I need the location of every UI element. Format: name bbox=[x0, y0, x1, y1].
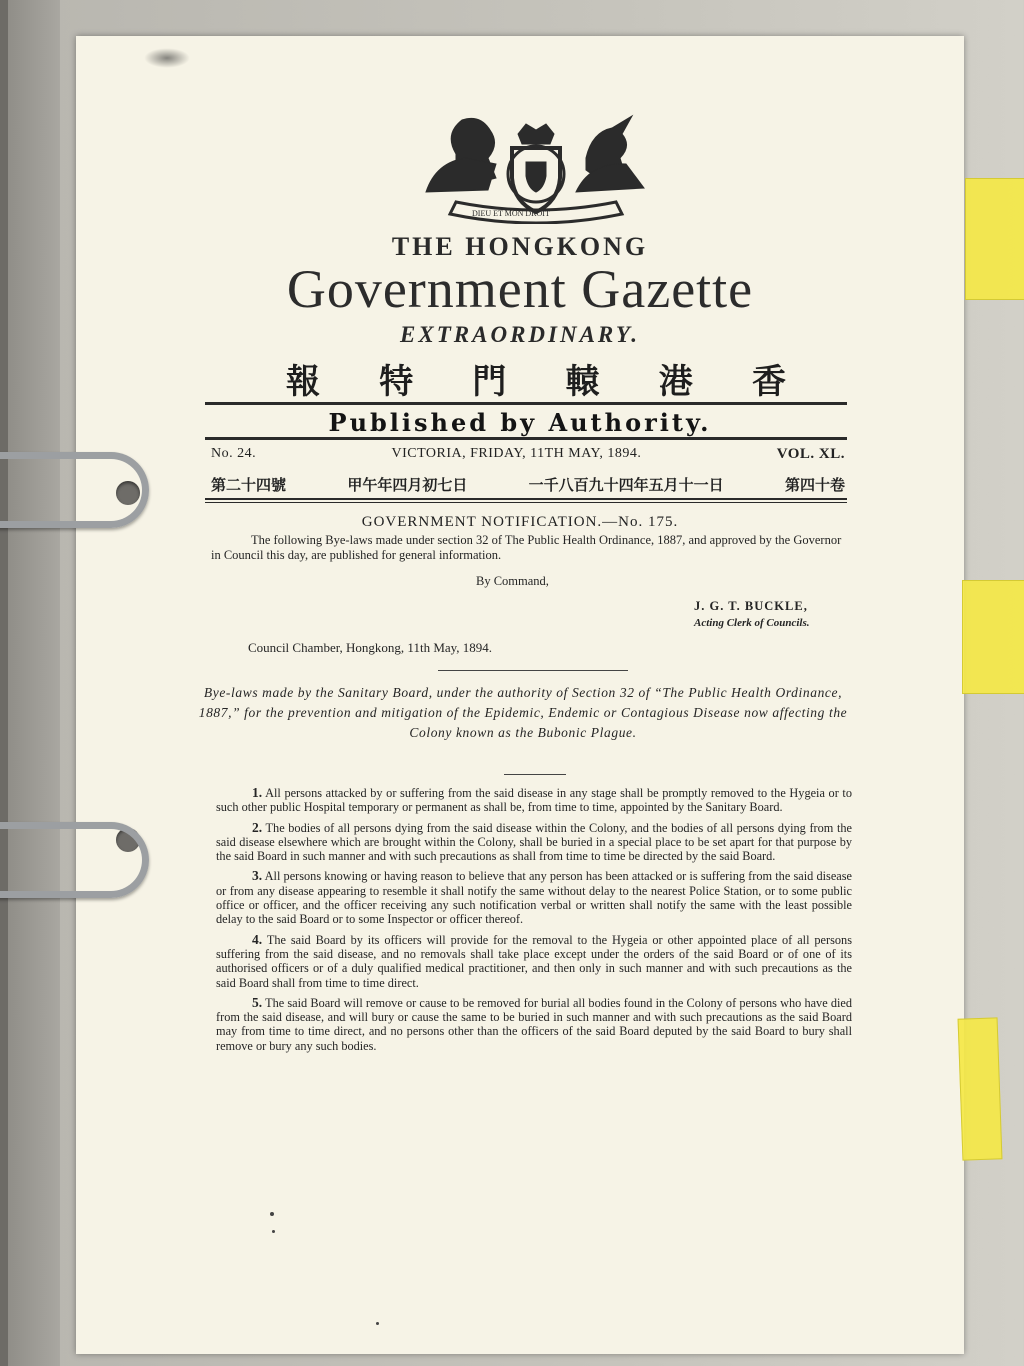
divider bbox=[504, 774, 566, 775]
gazette-masthead-title: Government Gazette bbox=[286, 259, 754, 319]
binder-spine bbox=[0, 0, 8, 1366]
chinese-title-char: 門 bbox=[472, 362, 507, 402]
byelaw-clause bbox=[216, 821, 852, 864]
byelaws-title: Bye-laws made by the Sanitary Board, under the authority of Section 32 of “The Public Health Ordinance, 1887,” for the prevention and mitigation of the Epidemic, Endemic or Contagious Disease now affecting the Colony known as the Bubonic Plague. bbox=[198, 685, 848, 740]
signer-role: Acting Clerk of Councils. bbox=[694, 617, 810, 629]
issue-line bbox=[211, 446, 845, 463]
binder-ring-bottom bbox=[0, 822, 149, 898]
chinese-title bbox=[286, 354, 786, 403]
sticky-tab-bottom[interactable] bbox=[958, 1017, 1003, 1160]
sticky-tab-middle[interactable] bbox=[962, 580, 1024, 694]
issue-dateline: VICTORIA, FRIDAY, 11TH MAY, 1894. bbox=[391, 446, 642, 461]
byelaw-clause bbox=[216, 933, 852, 990]
gazette-page bbox=[76, 36, 964, 1354]
notification-heading: GOVERNMENT NOTIFICATION.—No. 175. bbox=[361, 514, 679, 530]
clause-text: All persons knowing or having reason to believe that any person has been attacked or is suffering from the said disease or from any disease appearing to resemble it shall notify the same without delay to the nearest Police Station, or to some public office or officer, and the officer receiving any such notification verbal or written shall notify the same with the least possible delay to the said Board or to some Inspector or officer thereof. bbox=[216, 869, 852, 927]
byelaw-clause bbox=[216, 786, 852, 815]
ink-smudge bbox=[144, 48, 190, 68]
rule-thick bbox=[205, 437, 847, 440]
published-by-authority: Published by Authority. bbox=[328, 408, 712, 437]
byelaw-clause bbox=[216, 996, 852, 1053]
chinese-title-char: 報 bbox=[286, 362, 320, 402]
clause-text: The bodies of all persons dying from the said disease within the Colony, and the bodies of all persons dying from the said disease elsewhere which are brought within the Colony, shall be buried in a special place to be set apart for that purpose by the said Board in such manner and with such precautions as shall from time to time be directed by the said Board. bbox=[216, 820, 852, 864]
issue-chinese-western-date: 一千八百九十四年五月十一日 bbox=[528, 476, 724, 494]
gazette-masthead-small: THE HONGKONG bbox=[391, 232, 649, 261]
clause-text: The said Board will remove or cause to be removed for burial all bodies found in the Colony of persons who have died from the said disease, and will bury or cause the same to be buried in such manner and with such precautions as the said Board may from time to time direct, and no persons other than the officers of the said Board deputed by the said Board to bury shall remove or bury any such bodies. bbox=[216, 995, 853, 1053]
issue-chinese-number: 第二十四號 bbox=[211, 476, 287, 494]
rule-double bbox=[205, 502, 847, 503]
divider bbox=[438, 670, 628, 671]
issue-number: No. 24. bbox=[211, 446, 257, 461]
royal-coat-of-arms-icon bbox=[386, 114, 686, 224]
crest-motto: DIEU ET MON DROIT bbox=[472, 209, 550, 218]
binder-ring-top bbox=[0, 452, 149, 528]
clause-text: All persons attacked by or suffering from the said disease in any stage shall be promptly removed to the Hygeia or to such other public Hospital temporary or permanent as shall be, from time to time, appointed by the Sanitary Board. bbox=[216, 786, 853, 815]
clause-number: 1. bbox=[252, 785, 263, 800]
notification-body: The following Bye-laws made under section 32 of The Public Health Ordinance, 1887, and approved by the Governor in Council this day, are published for general information. bbox=[211, 533, 842, 562]
chinese-title-char: 轅 bbox=[565, 362, 600, 402]
signer-name: J. G. T. BUCKLE, bbox=[694, 599, 808, 613]
rule-thick bbox=[205, 402, 847, 405]
issue-chinese-volume: 第四十卷 bbox=[784, 476, 845, 494]
chinese-title-char: 香 bbox=[751, 362, 786, 402]
place-and-date: Council Chamber, Hongkong, 11th May, 1894. bbox=[248, 640, 493, 655]
rule-double bbox=[205, 498, 847, 500]
clause-text: The said Board by its officers will provide for the removal to the Hygeia or other appointed place of all persons suffering from the said disease, and no removals shall take place except under the orders of the said Board or of one of its authorised officers or of a duly qualified medical practitioner, and then only in such manner and with such precautions as the said Board shall from time to time direct. bbox=[216, 932, 852, 990]
chinese-title-char: 特 bbox=[379, 362, 414, 402]
ink-speck bbox=[376, 1322, 379, 1325]
by-command: By Command, bbox=[476, 574, 549, 588]
byelaw-clauses bbox=[216, 786, 852, 1059]
chinese-title-char: 港 bbox=[658, 362, 693, 402]
issue-volume: VOL. XL. bbox=[776, 446, 845, 462]
clause-number: 4. bbox=[252, 931, 263, 947]
issue-chinese-lunar-date: 甲午年四月初七日 bbox=[347, 476, 468, 494]
ink-speck bbox=[272, 1230, 275, 1233]
byelaw-clause bbox=[216, 869, 852, 926]
clause-number: 3. bbox=[252, 868, 263, 884]
gazette-masthead-subtitle: EXTRAORDINARY. bbox=[400, 322, 640, 347]
clause-number: 5. bbox=[252, 994, 263, 1010]
clause-number: 2. bbox=[252, 819, 263, 835]
sticky-tab-top[interactable] bbox=[965, 178, 1024, 300]
ink-speck bbox=[270, 1212, 274, 1216]
binder-cover-edge bbox=[0, 0, 60, 1366]
issue-chinese-line bbox=[211, 474, 845, 495]
